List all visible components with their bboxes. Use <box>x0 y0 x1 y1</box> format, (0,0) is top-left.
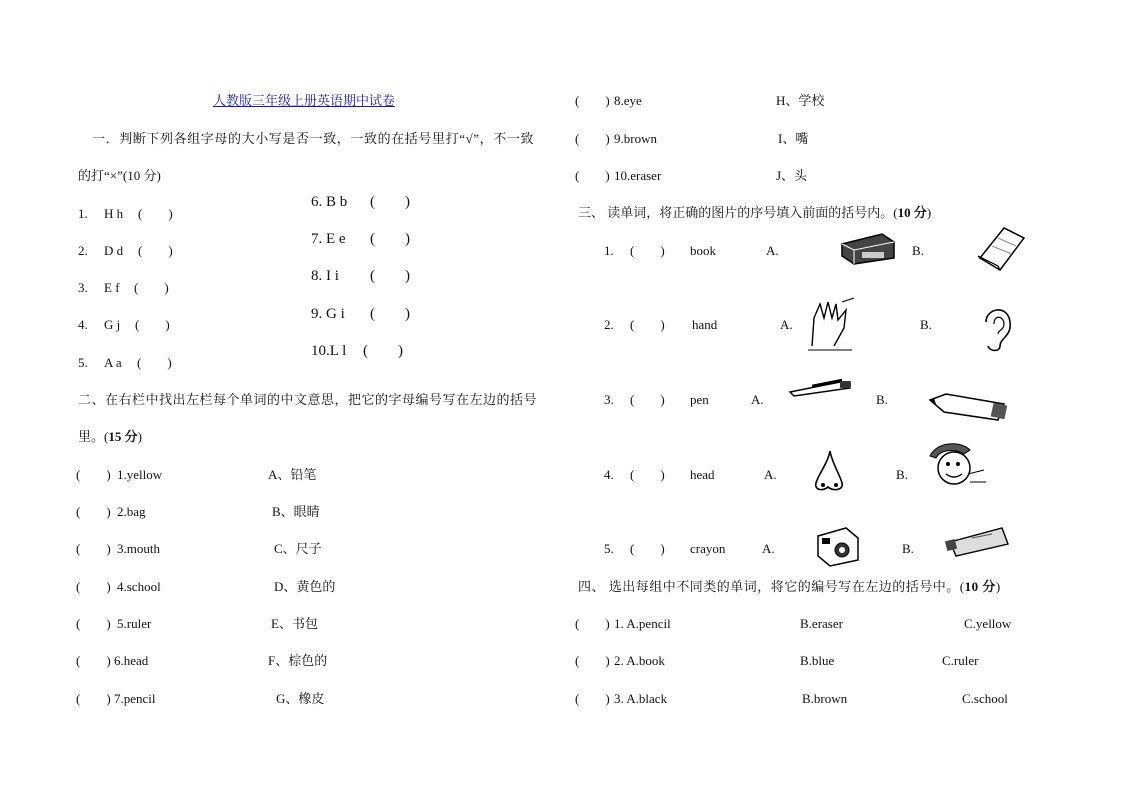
answer-blank[interactable]: ( ) <box>630 467 665 482</box>
vocab-meaning: G、橡皮 <box>276 691 325 706</box>
letter-pair: D d <box>104 243 124 258</box>
heading-text: 里。( <box>78 429 109 444</box>
answer-blank[interactable]: ( ) <box>370 268 410 284</box>
option-b: B.blue <box>800 653 835 668</box>
heading-text: 三、 读单词，将正确的图片的序号填入前面的括号内。( <box>578 205 898 220</box>
score: 15 分 <box>108 429 138 444</box>
list-item-num: 4. <box>604 467 614 482</box>
answer-blank[interactable]: ( ) <box>76 541 111 556</box>
list-item-num: 4. <box>78 317 88 332</box>
vocab-word: 7.pencil <box>114 691 156 706</box>
letter-pair: E f <box>104 280 120 295</box>
letter-pair: 9. G i <box>311 306 345 322</box>
vocab-meaning: B、眼睛 <box>272 504 320 519</box>
letter-pair: 6. B b <box>311 194 348 210</box>
vocab-meaning: J、头 <box>776 168 808 183</box>
answer-blank[interactable]: ( ) <box>138 243 173 258</box>
answer-blank[interactable]: ( ) <box>575 168 610 183</box>
vocab-word: 10.eraser <box>614 168 662 183</box>
vocab-word: 3.mouth <box>117 541 160 556</box>
option-a: 3. A.black <box>614 691 668 706</box>
letter-pair: 7. E e <box>311 231 346 247</box>
option-c: C.ruler <box>942 653 979 668</box>
answer-blank[interactable]: ( ) <box>76 504 111 519</box>
answer-blank[interactable]: ( ) <box>370 194 410 210</box>
part3-heading <box>578 205 931 221</box>
vocab-meaning: D、黄色的 <box>274 579 336 594</box>
vocab-word: 1.yellow <box>117 467 163 482</box>
answer-blank[interactable]: ( ) <box>630 541 665 556</box>
heading-text: ) <box>926 205 932 220</box>
answer-blank[interactable]: ( ) <box>575 616 610 631</box>
answer-blank[interactable]: ( ) <box>575 691 610 706</box>
answer-blank[interactable]: ( ) <box>575 131 610 146</box>
answer-blank[interactable]: ( ) <box>370 231 410 247</box>
list-item-num: 5. <box>604 541 614 556</box>
part2-heading-cont <box>78 429 142 445</box>
pen-icon <box>786 376 854 400</box>
option-b-label: B. <box>876 392 888 407</box>
ear-icon <box>976 302 1018 354</box>
option-a-label: A. <box>762 541 775 556</box>
list-item-num: 2. <box>604 317 614 332</box>
vocab-word: 5.ruler <box>117 616 152 631</box>
part1-heading-cont: 的打“×”(10 分) <box>78 168 161 183</box>
vocab-meaning: E、书包 <box>271 616 318 631</box>
answer-blank[interactable]: ( ) <box>630 243 665 258</box>
vocab-word: head <box>690 467 715 482</box>
option-a: 2. A.book <box>614 653 665 668</box>
answer-blank[interactable]: ( ) <box>138 206 173 221</box>
vocab-meaning: A、铅笔 <box>268 467 317 482</box>
list-item-num: 3. <box>604 392 614 407</box>
vocab-meaning: H、学校 <box>776 93 825 108</box>
crayon-icon <box>942 522 1014 558</box>
letter-pair: A a <box>104 355 122 370</box>
heading-text: ) <box>995 579 1001 594</box>
score: 10 分 <box>897 205 927 220</box>
option-b-label: B. <box>902 541 914 556</box>
vocab-word: hand <box>692 317 718 332</box>
part4-heading <box>578 579 1001 595</box>
vocab-word: 9.brown <box>614 131 657 146</box>
option-a-label: A. <box>751 392 764 407</box>
list-item-num: 1. <box>78 206 88 221</box>
vocab-meaning: I、嘴 <box>778 131 809 146</box>
head-icon <box>924 440 990 496</box>
letter-pair: 8. I i <box>311 268 339 284</box>
vocab-word: 4.school <box>117 579 161 594</box>
answer-blank[interactable]: ( ) <box>76 579 111 594</box>
option-a-label: A. <box>780 317 793 332</box>
option-b-label: B. <box>920 317 932 332</box>
option-b-label: B. <box>896 467 908 482</box>
option-a-label: A. <box>764 467 777 482</box>
letter-pair: G j <box>104 317 121 332</box>
answer-blank[interactable]: ( ) <box>76 467 111 482</box>
hand-icon <box>804 296 856 354</box>
nose-icon <box>808 447 852 495</box>
vocab-word: 8.eye <box>614 93 642 108</box>
vocab-meaning: C、尺子 <box>274 541 322 556</box>
option-a: 1. A.pencil <box>614 616 671 631</box>
part1-heading: 一．判断下列各组字母的大小写是否一致，一致的在括号里打“√”，不一致 <box>92 131 535 146</box>
option-b-label: B. <box>912 243 924 258</box>
option-a-label: A. <box>766 243 779 258</box>
letter-pair: H h <box>104 206 124 221</box>
option-c: C.school <box>962 691 1008 706</box>
vocab-word: pen <box>690 392 709 407</box>
pencil-case-icon <box>838 230 898 266</box>
book-icon <box>974 224 1028 272</box>
list-item-num: 5. <box>78 355 88 370</box>
score: 10 分 <box>964 579 996 594</box>
answer-blank[interactable]: ( ) <box>135 317 170 332</box>
option-c: C.yellow <box>964 616 1012 631</box>
vocab-word: 2.bag <box>117 504 146 519</box>
answer-blank[interactable]: ( ) <box>134 280 169 295</box>
answer-blank[interactable]: ( ) <box>76 616 111 631</box>
answer-blank[interactable]: ( ) <box>630 317 665 332</box>
list-item-num: 1. <box>604 243 614 258</box>
pencil-icon <box>926 386 1016 426</box>
vocab-meaning: F、棕色的 <box>268 653 328 668</box>
answer-blank[interactable]: ( ) <box>137 355 172 370</box>
answer-blank[interactable]: ( ) <box>630 392 665 407</box>
list-item-num: 2. <box>78 243 88 258</box>
answer-blank[interactable]: ( ) <box>76 691 111 706</box>
page-title: 人教版三年级上册英语期中试卷 <box>213 93 396 108</box>
part2-heading: 二、在右栏中找出左栏每个单词的中文意思，把它的字母编号写在左边的括号 <box>78 392 538 407</box>
answer-blank[interactable]: ( ) <box>363 343 403 359</box>
option-b: B.eraser <box>800 616 843 631</box>
heading-text: 四、 选出每组中不同类的单词，将它的编号写在左边的括号中。( <box>578 579 965 594</box>
answer-blank[interactable]: ( ) <box>575 93 610 108</box>
option-b: B.brown <box>802 691 848 706</box>
vocab-word: 6.head <box>114 653 149 668</box>
sharpener-icon <box>812 524 864 568</box>
heading-text: ) <box>137 429 142 444</box>
vocab-word: crayon <box>690 541 726 556</box>
list-item-num: 3. <box>78 280 88 295</box>
vocab-word: book <box>690 243 716 258</box>
answer-blank[interactable]: ( ) <box>370 306 410 322</box>
letter-pair: 10.L l <box>311 343 347 359</box>
answer-blank[interactable]: ( ) <box>76 653 111 668</box>
answer-blank[interactable]: ( ) <box>575 653 610 668</box>
